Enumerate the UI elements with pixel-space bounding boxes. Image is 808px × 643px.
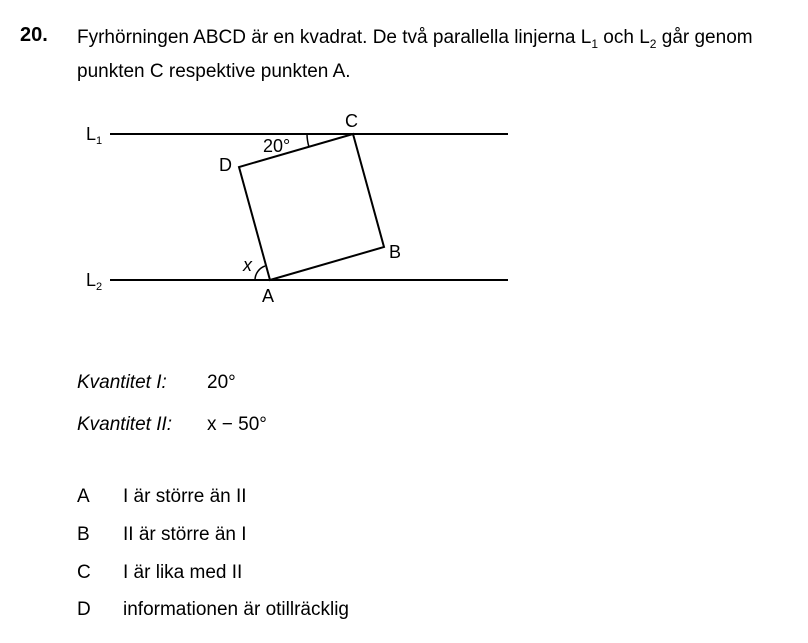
quantity-2 [77, 414, 267, 436]
angle-arc-20 [307, 134, 309, 147]
angle-label-20: 20° [263, 136, 291, 156]
quantity-1 [77, 372, 236, 394]
quantity-1-label: Kvantitet I: [77, 372, 167, 393]
vertex-label-a: A [262, 286, 275, 306]
option-b-text: II är större än I [123, 524, 247, 545]
question-number: 20. [20, 24, 48, 46]
angle-arc-x [255, 266, 265, 280]
vertex-label-b: B [389, 242, 402, 262]
option-d[interactable] [77, 599, 349, 621]
quantity-2-value: x − 50° [207, 414, 267, 435]
quantity-2-label: Kvantitet II: [77, 414, 173, 435]
vertex-label-d: D [219, 155, 232, 175]
question-line1-part1: Fyrhörningen ABCD är en kvadrat. De två parallella linjerna L [77, 27, 592, 48]
square-abcd [239, 134, 384, 280]
option-c-letter: C [77, 562, 91, 583]
option-a-letter: A [77, 486, 90, 507]
question-sub-1: 1 [591, 36, 599, 51]
option-d-text: informationen är otillräcklig [123, 599, 349, 620]
question-line2: punkten C respektive punkten A. [77, 60, 351, 82]
option-b[interactable] [77, 524, 247, 546]
option-b-letter: B [77, 524, 90, 545]
vertex-label-c: C [345, 111, 358, 131]
question-line1-part2: och L [598, 27, 650, 48]
option-d-letter: D [77, 599, 91, 620]
option-a[interactable] [77, 486, 247, 508]
quantity-1-value: 20° [207, 372, 236, 393]
label-l1: $L_1$ [86, 124, 103, 147]
option-a-text: I är större än II [123, 486, 247, 507]
question-sub-2: 2 [649, 36, 657, 51]
label-l2: $L_2$ [86, 270, 103, 293]
question-line1-part3: går genom [656, 27, 753, 48]
option-c[interactable] [77, 562, 242, 584]
option-c-text: I är lika med II [123, 562, 243, 583]
angle-label-x: x [243, 255, 252, 275]
